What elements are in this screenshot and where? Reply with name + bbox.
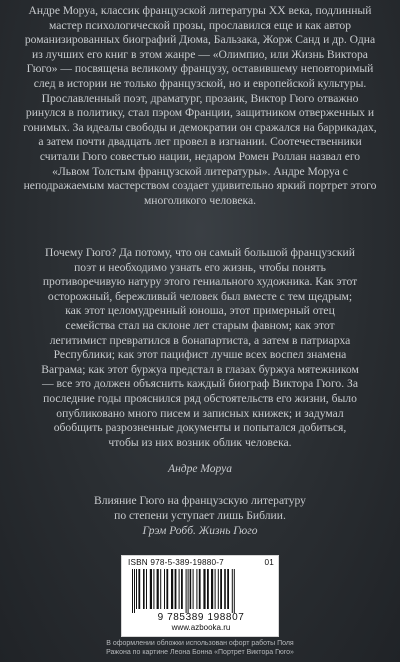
barcode-bar [138, 569, 140, 609]
barcode-bars [132, 569, 270, 613]
barcode-bar [164, 569, 165, 609]
barcode-bar [179, 569, 180, 609]
epigraph: Влияние Гюго на французскую литературу по степени уступает лишь Библии. [94, 494, 306, 522]
barcode-bar [196, 569, 197, 609]
isbn-line [128, 558, 274, 567]
barcode-bar [215, 569, 216, 609]
barcode-bar [224, 569, 226, 609]
barcode-digits: 9 785389 198807 [157, 612, 245, 623]
epigraph-signature: Грэм Робб. Жизнь Гюго [142, 525, 258, 537]
isbn-addon: 01 [264, 558, 274, 567]
author-quote: Почему Гюго? Да потому, что он самый большой французский поэт и необходимо узнать его жизнь, чтобы понять противоречивую натуру этого гениального художника. Как этот осторожный, бережливый человек был вместе с тем щедрым; как этот целомудренный юноша, этот примерный отец семейства стал на склоне лет старым фавном; как этот легитимист превратился в бонапартиста, а затем в патриарха Республики; как этот пацифист лучше всех воспел знамена Ваграма; как этот буржуа предстал в глазах буржуа мятежником — все это должен объяснить каждый биограф Виктора Гюго. За последние годы прояснился ряд обстоятельств его жизни, было опубликовано много писем и записных книжек; и задумал обобщить разрозненные документы и попытался добиться, чтобы из них возник облик человека. [41, 246, 359, 449]
barcode-bar [188, 569, 189, 613]
barcode-bar [146, 569, 147, 609]
barcode-bar [211, 569, 213, 609]
barcode-bar [160, 569, 161, 609]
barcode-bar [171, 569, 173, 609]
barcode-bar [134, 569, 135, 613]
barcode-bar [232, 569, 233, 613]
barcode-bar [218, 569, 219, 609]
cover-credits: В оформлении обложки использован офорт работы Поля Ражона по картине Леона Бонна «Портрет Виктора Гюго» [106, 640, 294, 656]
barcode-bar [207, 569, 209, 609]
barcode-bar [157, 569, 159, 609]
book-description: Андре Моруа, классик французской литературы XX века, подлинный мастер психологической прозы, прославился еще и как автор романизированных биографий Дюма, Бальзака, Жорж Санд и др. Одна из лучших его книг в этом жанре — «Олимпио, или Жизнь Виктора Гюго» — посвящена великому французу, оставившему неповторимый след в истории не только французской, но и европейской культуры. Прославленный поэт, драматург, прозаик, Виктор Гюго отважно ринулся в политику, стал пэром Франции, защитником отверженных и гонимых. За идеалы свободы и демократии он сражался на баррикадах, а затем почти двадцать лет провел в изгнании. Соотечественники считали Гюго совестью нации, недаром Ромен Роллан назвал его «Львом Толстым французской литературы». Андре Моруа с неподражаемым мастерством создает удивительно яркий портрет этого многоликого человека. [23, 4, 377, 207]
barcode-bar [190, 569, 192, 609]
barcode-bar [136, 569, 137, 609]
barcode-bar [143, 569, 145, 609]
isbn-number: ISBN 978-5-389-19880-7 [128, 558, 224, 567]
barcode-bar [181, 569, 183, 609]
barcode-bar [220, 569, 222, 609]
barcode-bar [166, 569, 168, 609]
barcode-bar [186, 569, 187, 613]
barcode-bar [234, 569, 235, 613]
barcode-bar [193, 569, 194, 609]
barcode-bar [175, 569, 177, 609]
barcode-bar [132, 569, 133, 613]
barcode-bar [199, 569, 201, 609]
quote-signature: Андре Моруа [168, 463, 232, 475]
barcode-bar [153, 569, 154, 609]
barcode-label [121, 555, 279, 637]
publisher-website: www.azbooka.ru [171, 623, 231, 632]
barcode-bar [203, 569, 205, 609]
barcode-bar [227, 569, 229, 609]
barcode-bar [150, 569, 152, 609]
